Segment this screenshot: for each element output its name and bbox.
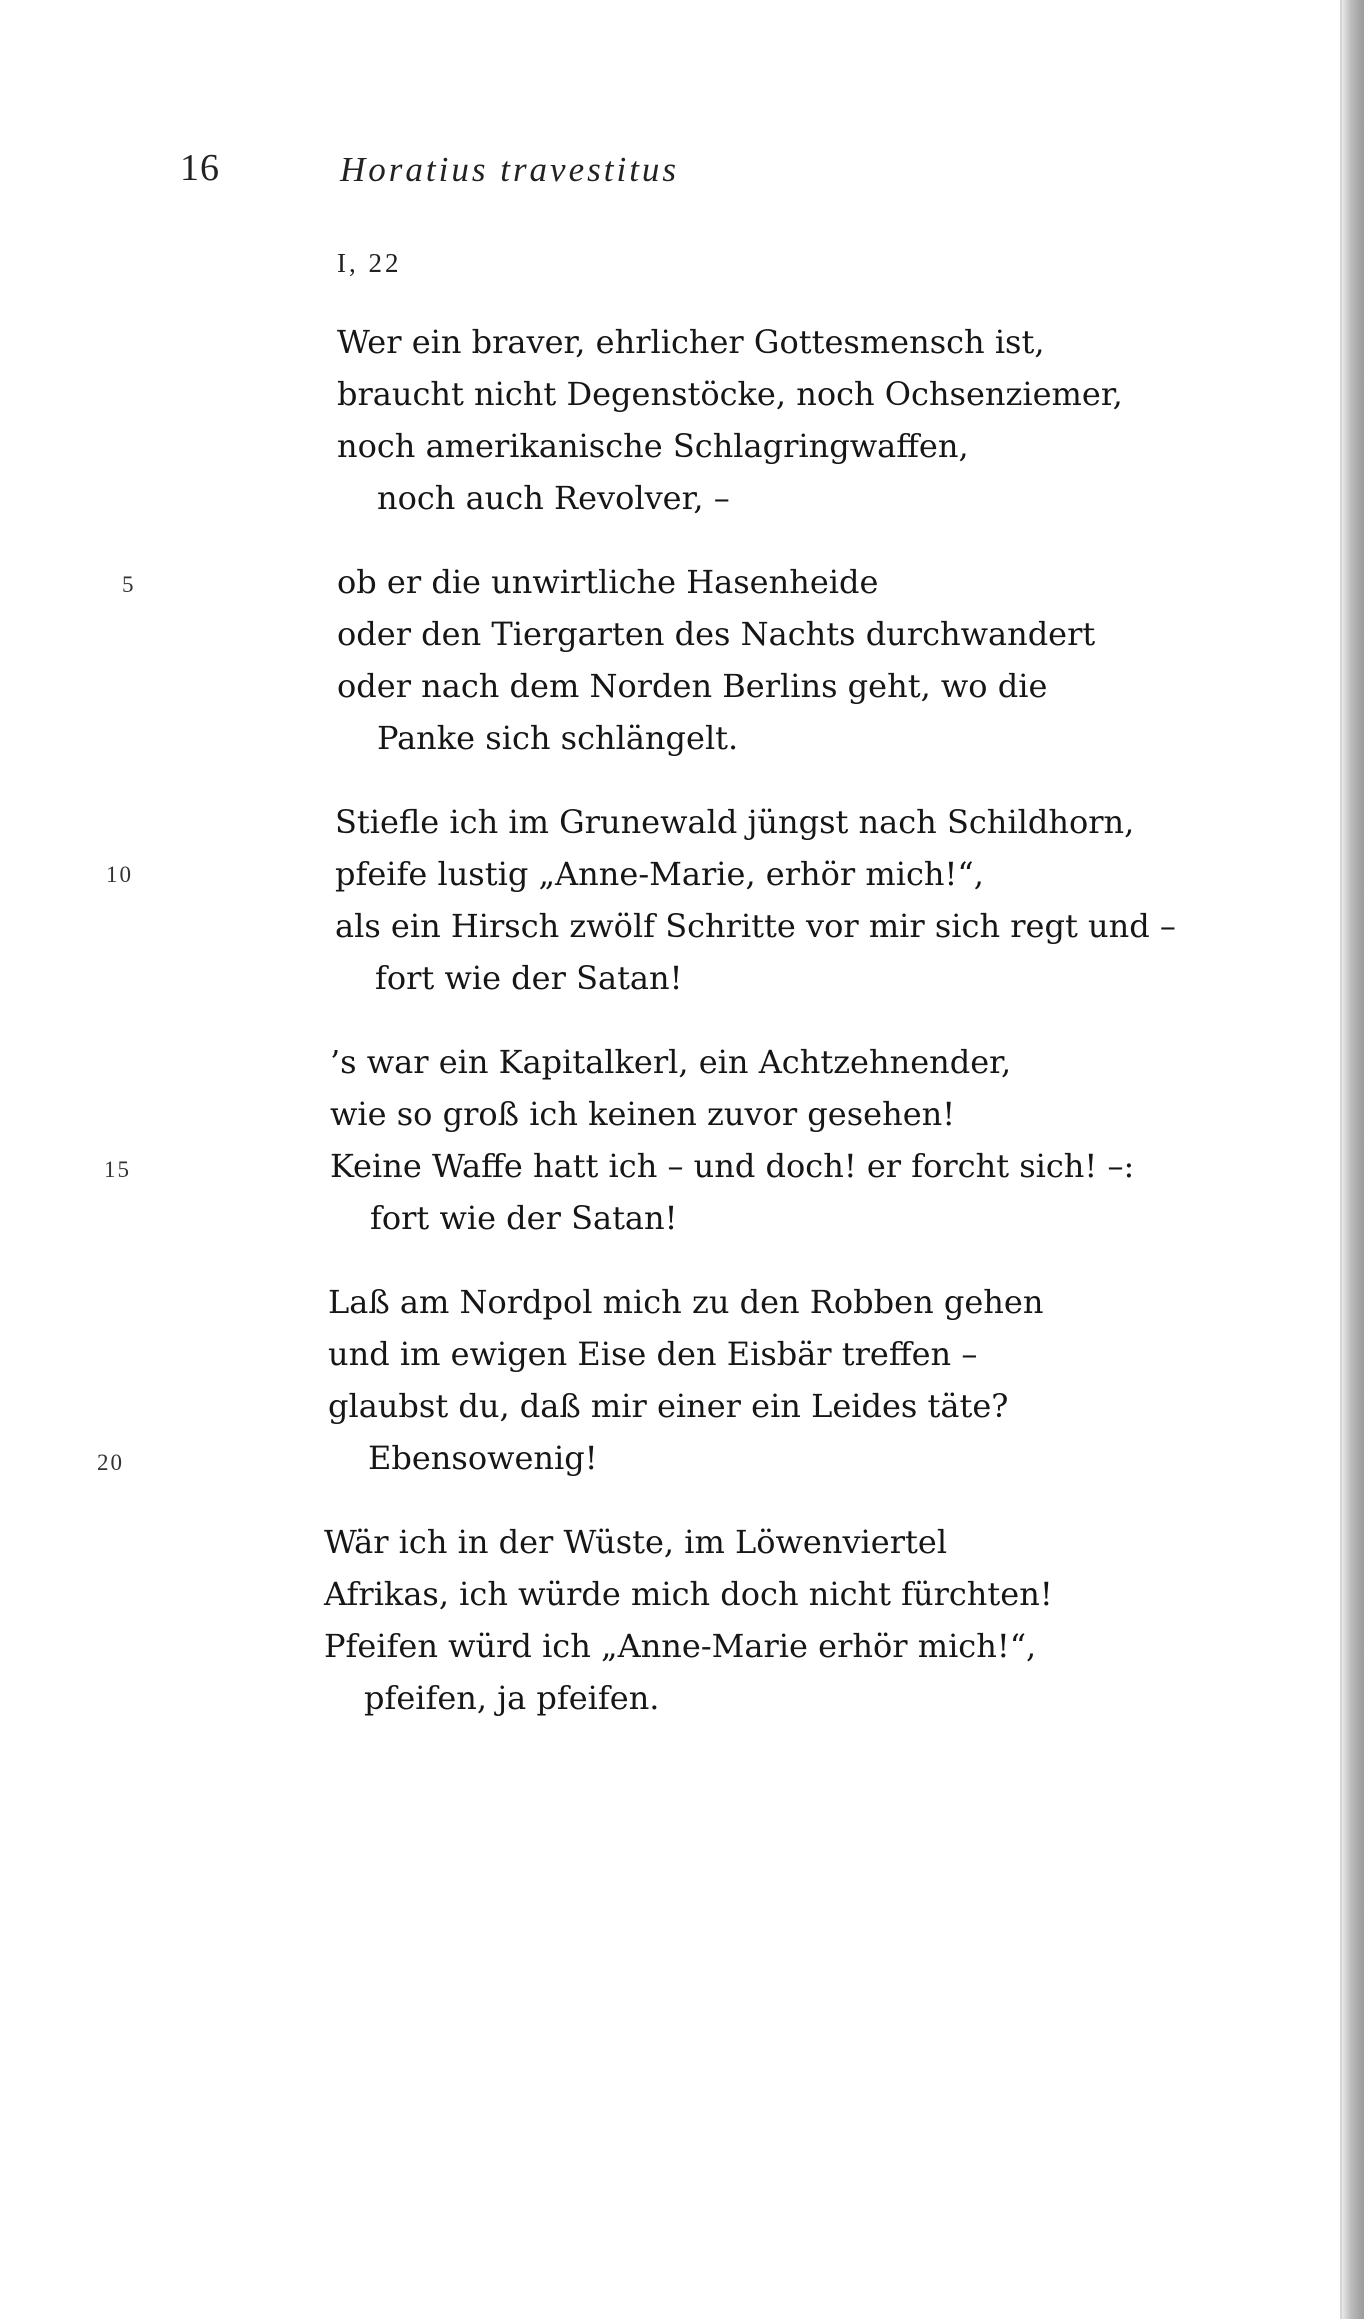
- ode-number: I, 22: [337, 248, 402, 278]
- verse-line: ob er die unwirtliche Hasenheide: [337, 563, 879, 601]
- verse-line: wie so groß ich keinen zuvor gesehen!: [330, 1095, 956, 1133]
- verse-line-indented: noch auch Revolver, –: [377, 479, 730, 517]
- verse-line: Stiefle ich im Grunewald jüngst nach Schildhorn,: [335, 803, 1135, 841]
- page-edge-shadow: [1342, 0, 1364, 2319]
- verse-line: noch amerikanische Schlagringwaffen,: [337, 427, 969, 465]
- running-title: Horatius travestitus: [340, 150, 680, 189]
- verse-line: oder den Tiergarten des Nachts durchwandert: [337, 615, 1096, 653]
- stanza-4: [330, 1036, 1134, 1244]
- stanza-5: [328, 1276, 1043, 1484]
- page-number: 16: [180, 147, 220, 189]
- verse-line-indented: Panke sich schlängelt.: [377, 719, 739, 757]
- stanza-3: [335, 796, 1176, 1004]
- verse-line: Pfeifen würd ich „Anne-Marie erhör mich!“,: [324, 1627, 1037, 1665]
- line-number-10: 10: [106, 862, 133, 887]
- verse-line-indented: fort wie der Satan!: [370, 1199, 678, 1237]
- verse-line: als ein Hirsch zwölf Schritte vor mir sich regt und –: [335, 907, 1176, 945]
- verse-line: oder nach dem Norden Berlins geht, wo die: [337, 667, 1048, 705]
- verse-line: und im ewigen Eise den Eisbär treffen –: [328, 1335, 978, 1373]
- stanza-1: [337, 316, 1123, 524]
- line-number-20: 20: [97, 1450, 124, 1475]
- stanza-2: [337, 556, 1095, 764]
- line-number-15: 15: [104, 1157, 131, 1182]
- line-number-5: 5: [122, 572, 136, 597]
- verse-line: glaubst du, daß mir einer ein Leides täte?: [328, 1387, 1009, 1425]
- stanza-6: [324, 1516, 1053, 1724]
- verse-line: ’s war ein Kapitalkerl, ein Achtzehnender,: [330, 1043, 1012, 1081]
- verse-line-indented: Ebensowenig!: [368, 1439, 598, 1477]
- verse-line-indented: pfeifen, ja pfeifen.: [364, 1679, 660, 1717]
- verse-line: Wer ein braver, ehrlicher Gottesmensch ist,: [337, 323, 1045, 361]
- verse-line-indented: fort wie der Satan!: [375, 959, 683, 997]
- verse-line: braucht nicht Degenstöcke, noch Ochsenziemer,: [337, 375, 1123, 413]
- verse-line: pfeife lustig „Anne-Marie, erhör mich!“,: [335, 855, 984, 893]
- verse-line: Wär ich in der Wüste, im Löwenviertel: [324, 1523, 948, 1561]
- verse-line: Keine Waffe hatt ich – und doch! er forcht sich! –:: [330, 1147, 1135, 1185]
- verse-line: Laß am Nordpol mich zu den Robben gehen: [328, 1283, 1044, 1321]
- verse-line: Afrikas, ich würde mich doch nicht fürchten!: [324, 1575, 1053, 1613]
